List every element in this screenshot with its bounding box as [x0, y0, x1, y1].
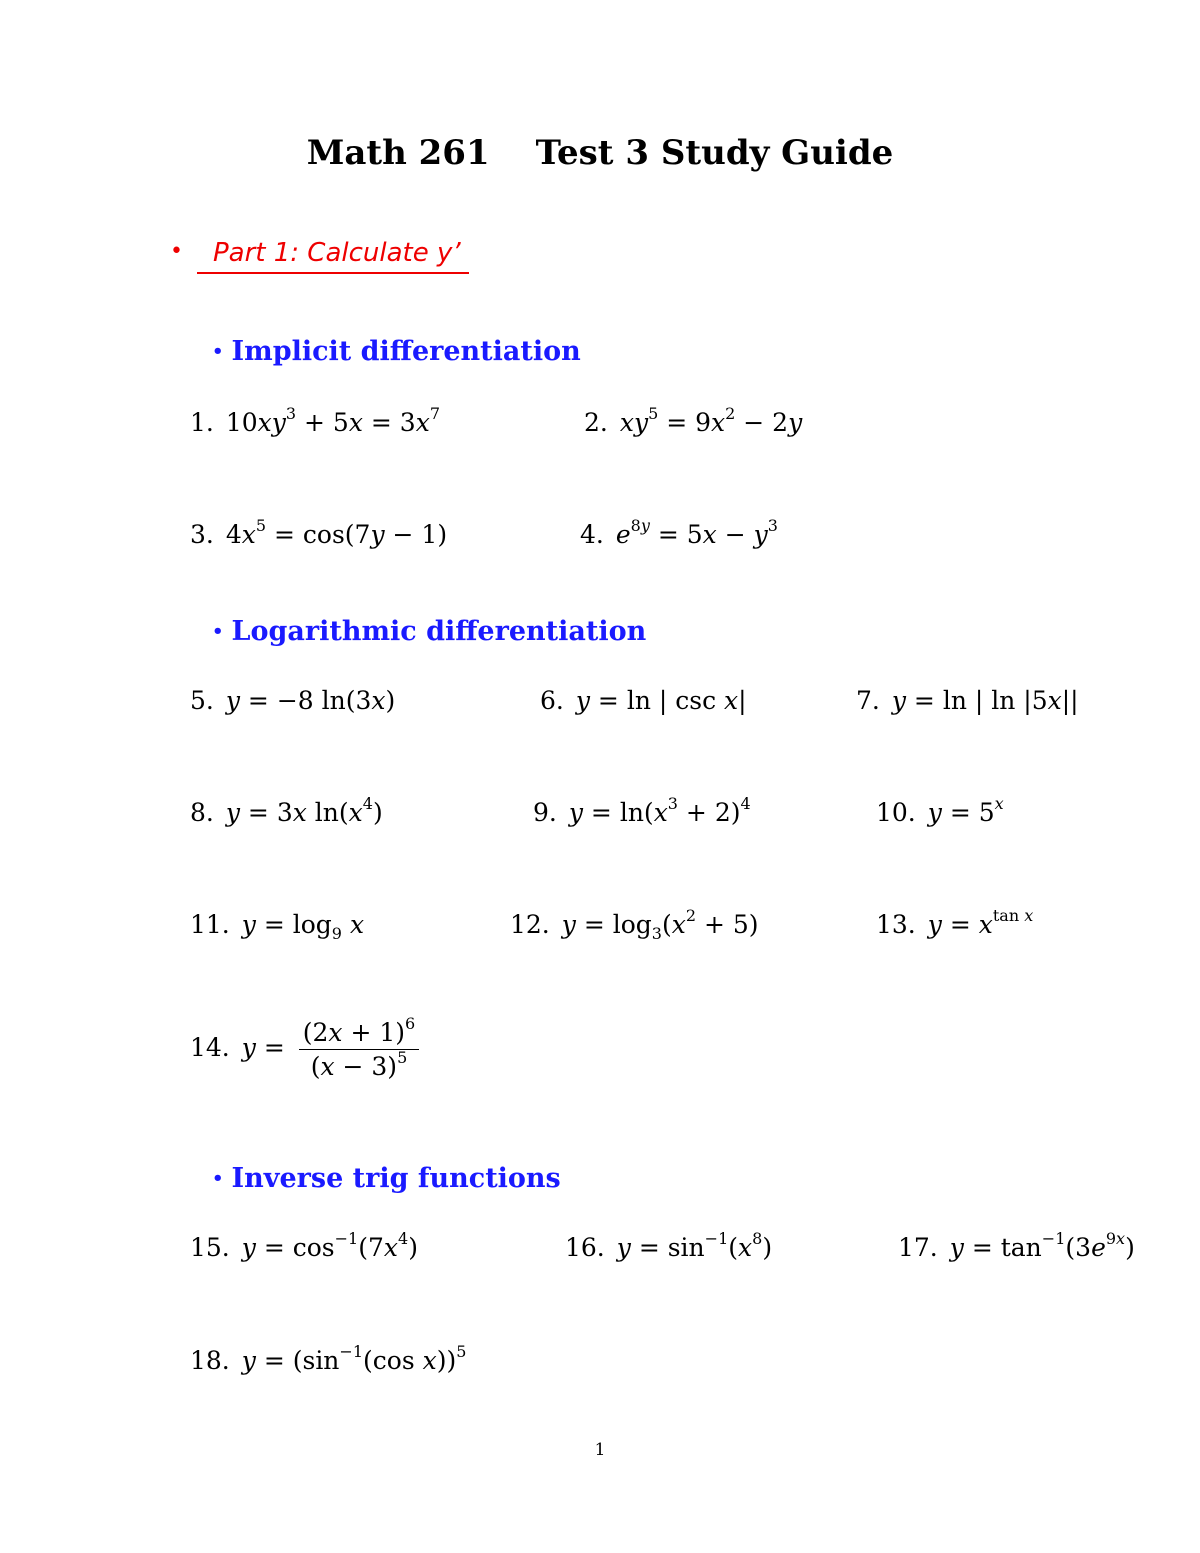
bullet-icon: • [212, 621, 224, 642]
problem-number: 14. [190, 1033, 230, 1062]
problem-number: 6. [540, 686, 564, 715]
problem-13: 13. $y = x^{tan x}$ [876, 906, 1034, 939]
problem-7: 7. y = ln | ln |5x|| [856, 686, 1079, 715]
section-label: Implicit differentiation [231, 336, 581, 367]
problem-9: 9. $y = \ln(x^3 + 2)^4$ [533, 794, 751, 827]
guide-name: Test 3 Study Guide [535, 133, 894, 173]
problem-number: 13. [876, 910, 916, 939]
part-heading [170, 234, 469, 268]
problem-1: 1. $10xy^3 + 5x = 3x^7$ [190, 404, 440, 437]
problem-6: 6. y = ln | csc x| [540, 686, 747, 715]
problem-number: 5. [190, 686, 214, 715]
problem-11: 11. $y = \log_9 x$ [190, 910, 365, 943]
problem-number: 4. [580, 520, 604, 549]
problem-3: 3. $4x^5 = \cos(7y - 1)$ [190, 516, 448, 549]
problem-17: 17. $y = \tan^{-1}(3e^{9x})$ [898, 1229, 1135, 1262]
problem-5: 5. y = −8 ln(3x) [190, 686, 396, 715]
section-inverse-trig [212, 1163, 561, 1194]
page-number: 1 [594, 1440, 606, 1460]
section-label: Inverse trig functions [231, 1163, 561, 1194]
problem-14: 14. y = $\frac{(2x + 1)^6}{(x - 3)^5}$ [190, 1018, 419, 1081]
problem-15: 15. $y = \cos^{-1}(7x^4)$ [190, 1229, 418, 1262]
problem-8: 8. y = 3x $\ln(x^4)$ [190, 794, 383, 827]
problem-number: 2. [584, 408, 608, 437]
bullet-icon: • [212, 341, 224, 362]
problem-number: 1. [190, 408, 214, 437]
problem-number: 15. [190, 1233, 230, 1262]
section-label: Logarithmic differentiation [231, 616, 647, 647]
problem-number: 18. [190, 1346, 230, 1375]
problem-16: 16. $y = \sin^{-1}(x^8)$ [565, 1229, 773, 1262]
problem-18: 18. $y = (\sin^{-1}(\cos$ x))$^5$ [190, 1342, 467, 1375]
problem-number: 16. [565, 1233, 605, 1262]
course-name: Math 261 [306, 133, 490, 173]
problem-number: 11. [190, 910, 230, 939]
bullet-icon: • [212, 1168, 224, 1189]
part-label: Part 1: Calculate y’ [197, 238, 469, 274]
section-implicit [212, 336, 581, 367]
problem-4: 4. $e^{8y} = 5x - y^3$ [580, 516, 778, 549]
problem-2: 2. $xy^5 = 9x^2 - 2y$ [584, 404, 803, 437]
problem-12: 12. $y = \log_3(x^2 + 5)$ [510, 906, 759, 943]
problem-number: 17. [898, 1233, 938, 1262]
problem-number: 9. [533, 798, 557, 827]
bullet-icon: • [170, 239, 183, 264]
problem-10: 10. $y = 5^x$ [876, 794, 1004, 827]
section-logarithmic [212, 616, 646, 647]
problem-number: 8. [190, 798, 214, 827]
problem-number: 10. [876, 798, 916, 827]
page-title [0, 133, 1200, 173]
problem-number: 3. [190, 520, 214, 549]
fraction: $\frac{(2x + 1)^6}{(x - 3)^5}$ [299, 1018, 419, 1081]
problem-number: 12. [510, 910, 550, 939]
problem-number: 7. [856, 686, 880, 715]
